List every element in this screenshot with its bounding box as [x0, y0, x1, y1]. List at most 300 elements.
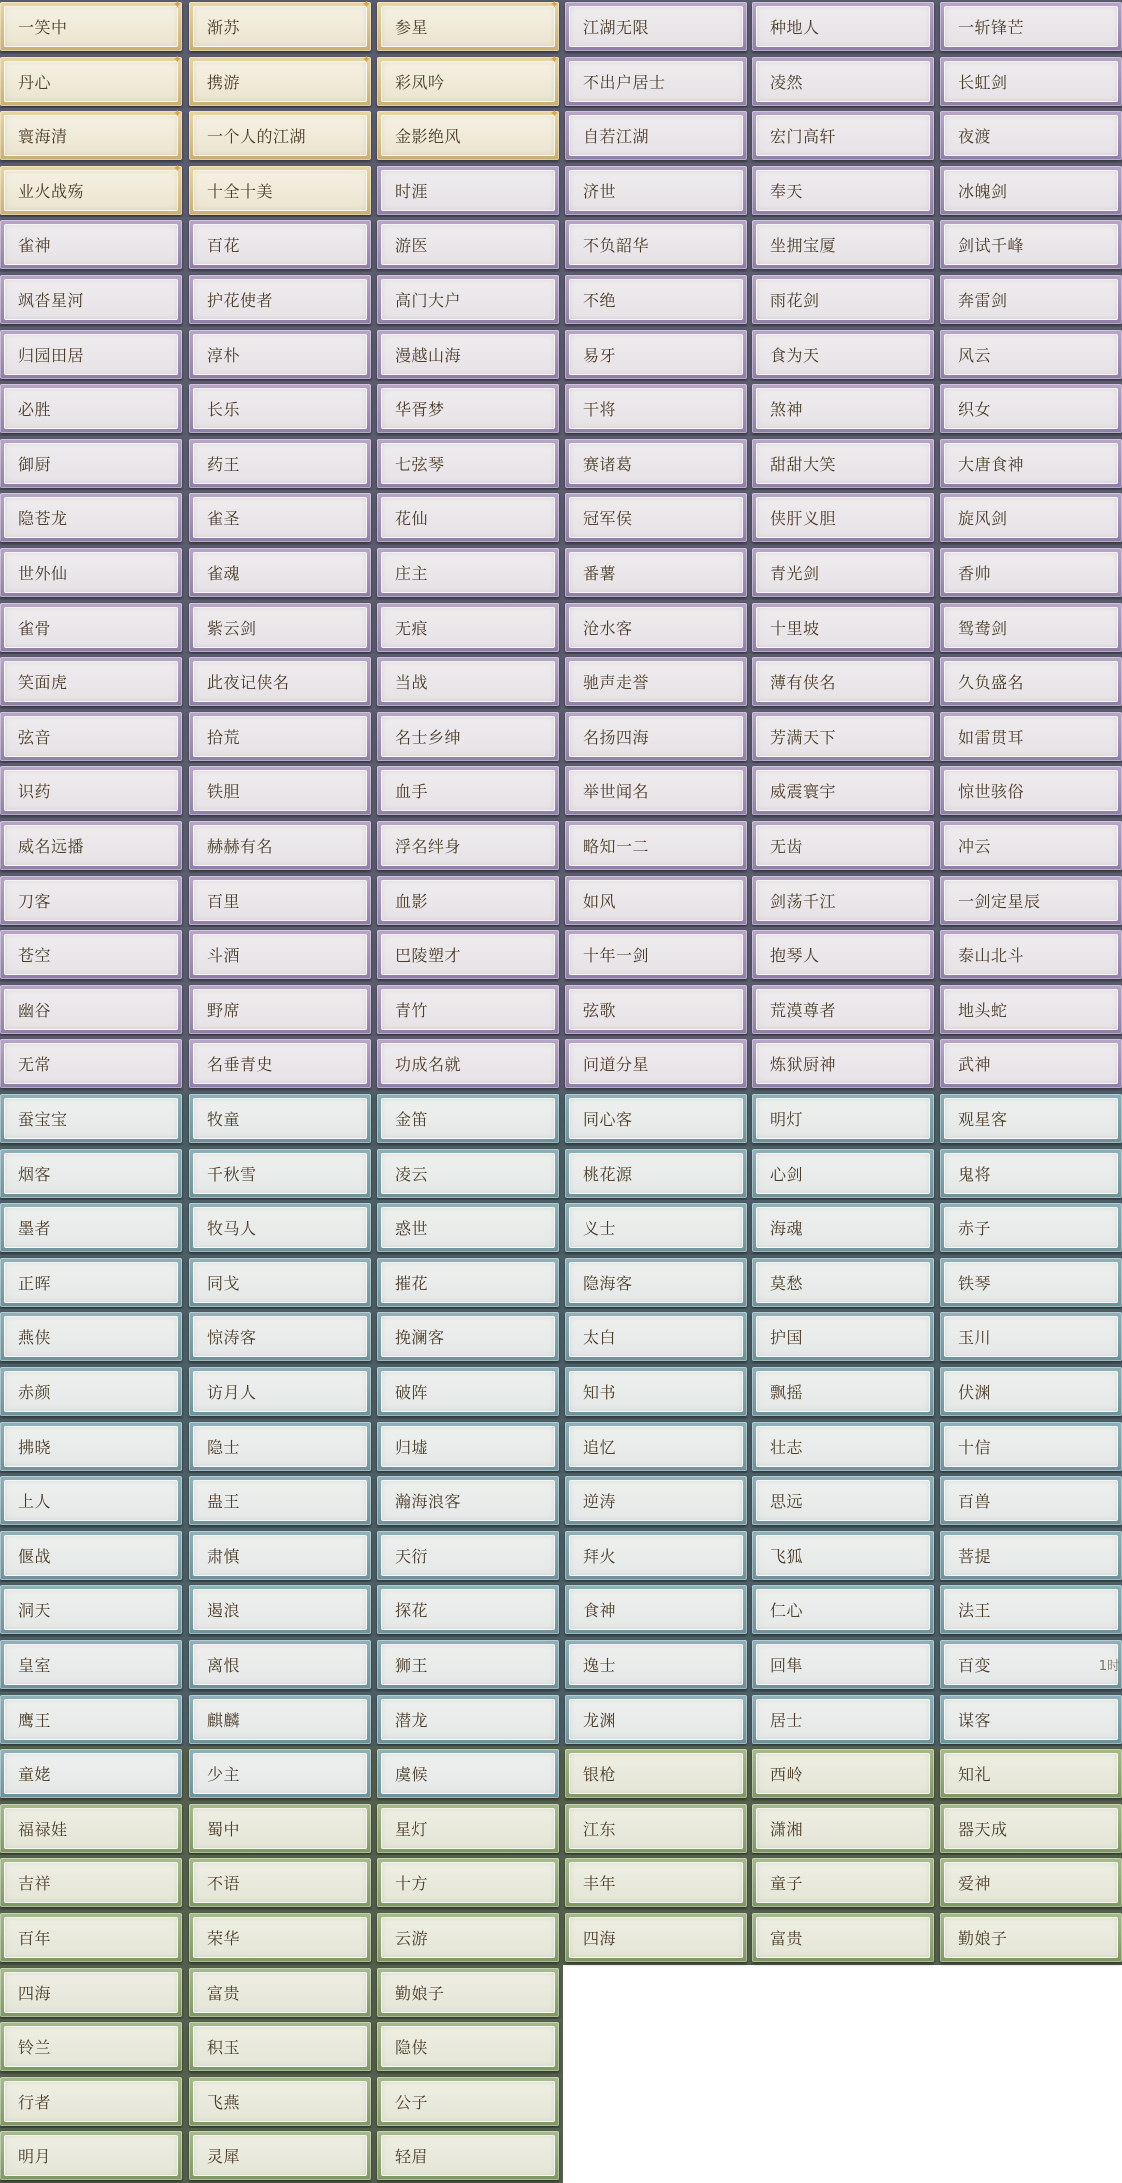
title-tile[interactable] [565, 1804, 747, 1853]
title-tile[interactable] [189, 1367, 371, 1416]
title-tile[interactable] [189, 2077, 371, 2126]
title-tile[interactable] [0, 493, 182, 542]
tile-label: 浮名绊身 [395, 837, 462, 856]
title-tile[interactable] [377, 1039, 559, 1088]
title-tile[interactable] [377, 1640, 559, 1689]
tile-label: 莫愁 [770, 1274, 804, 1293]
title-tile[interactable] [189, 275, 371, 324]
title-tile[interactable] [0, 384, 182, 433]
title-tile[interactable] [377, 1203, 559, 1252]
tile-label: 千秋雪 [207, 1165, 257, 1184]
title-tile[interactable] [377, 166, 559, 215]
title-tile[interactable] [565, 876, 747, 925]
tile-label: 凌然 [770, 73, 804, 92]
title-tile[interactable] [752, 166, 934, 215]
tile-label: 冰魄剑 [958, 182, 1008, 201]
title-tile[interactable] [565, 1258, 747, 1307]
title-tile[interactable] [189, 548, 371, 597]
title-tile[interactable] [752, 1913, 934, 1962]
tile-label: 雀神 [18, 236, 52, 255]
tile-label: 明灯 [770, 1110, 804, 1129]
tile-label: 香帅 [958, 564, 992, 583]
title-tile[interactable] [189, 1422, 371, 1471]
title-tile[interactable] [940, 1476, 1122, 1525]
title-tile[interactable] [0, 1203, 182, 1252]
tile-label: 久负盛名 [958, 673, 1025, 692]
title-tile[interactable] [940, 1094, 1122, 1143]
tile-label: 惊涛客 [207, 1328, 257, 1347]
title-tile[interactable] [752, 1531, 934, 1580]
title-tile[interactable] [377, 330, 559, 379]
tile-label: 游医 [395, 236, 429, 255]
title-tile[interactable] [377, 1367, 559, 1416]
title-tile[interactable] [189, 712, 371, 761]
tile-label: 威震寰宇 [770, 782, 837, 801]
tile-label: 泰山北斗 [958, 946, 1025, 965]
title-tile[interactable] [565, 1585, 747, 1634]
title-tile[interactable] [189, 657, 371, 706]
tile-label: 旋风剑 [958, 509, 1008, 528]
tile-label: 西岭 [770, 1765, 804, 1784]
title-tile[interactable] [752, 330, 934, 379]
title-tile[interactable] [377, 2, 559, 51]
title-tile[interactable] [940, 1312, 1122, 1361]
title-tile[interactable] [189, 985, 371, 1034]
time-note: 1时 [1098, 1659, 1120, 1674]
title-tile[interactable] [752, 493, 934, 542]
title-tile[interactable] [565, 111, 747, 160]
title-tile[interactable] [565, 166, 747, 215]
tile-label: 药王 [207, 455, 241, 474]
tile-label: 寰海清 [18, 127, 68, 146]
title-tile[interactable] [752, 985, 934, 1034]
tile-label: 破阵 [395, 1383, 429, 1402]
tile-label: 威名远播 [18, 837, 85, 856]
title-tile[interactable] [0, 1640, 182, 1689]
title-tile[interactable] [0, 1476, 182, 1525]
title-tile[interactable] [565, 275, 747, 324]
title-tile[interactable] [0, 2131, 182, 2180]
tile-label: 皇室 [18, 1656, 52, 1675]
tile-label: 童姥 [18, 1765, 52, 1784]
title-tile[interactable] [189, 2, 371, 51]
title-tile[interactable] [377, 439, 559, 488]
title-tile[interactable] [189, 1968, 371, 2017]
title-tile[interactable] [189, 1149, 371, 1198]
tile-label: 百里 [207, 892, 241, 911]
title-tile[interactable] [940, 439, 1122, 488]
title-tile[interactable] [189, 2022, 371, 2071]
title-tile[interactable] [377, 657, 559, 706]
title-tile[interactable] [189, 2131, 371, 2180]
title-tile[interactable] [565, 1913, 747, 1962]
tile-label: 赤子 [958, 1219, 992, 1238]
title-tile[interactable] [377, 2022, 559, 2071]
title-tile[interactable] [189, 930, 371, 979]
title-tile[interactable] [377, 384, 559, 433]
title-tile[interactable] [940, 1422, 1122, 1471]
tile-label: 护国 [770, 1328, 804, 1347]
title-tile[interactable] [752, 821, 934, 870]
title-tile[interactable] [0, 930, 182, 979]
title-tile[interactable] [940, 1749, 1122, 1798]
title-tile[interactable] [377, 275, 559, 324]
title-tile[interactable] [189, 384, 371, 433]
title-tile[interactable] [940, 985, 1122, 1034]
title-tile[interactable] [377, 1531, 559, 1580]
title-tile[interactable] [0, 712, 182, 761]
title-tile[interactable] [565, 1749, 747, 1798]
title-tile[interactable] [0, 1039, 182, 1088]
title-tile[interactable] [377, 876, 559, 925]
title-tile[interactable] [377, 1913, 559, 1962]
title-tile[interactable] [377, 1968, 559, 2017]
title-tile[interactable] [189, 1913, 371, 1962]
title-tile[interactable] [565, 985, 747, 1034]
title-tile[interactable] [565, 439, 747, 488]
title-tile[interactable] [0, 1422, 182, 1471]
tile-label: 一剑定星辰 [958, 892, 1041, 911]
title-tile[interactable] [189, 1039, 371, 1088]
title-tile[interactable] [0, 766, 182, 815]
title-tile[interactable] [189, 1640, 371, 1689]
tile-label: 此夜记侠名 [207, 673, 290, 692]
title-tile[interactable] [940, 111, 1122, 160]
title-tile[interactable] [940, 712, 1122, 761]
title-tile[interactable] [0, 821, 182, 870]
title-tile[interactable] [377, 603, 559, 652]
title-tile[interactable] [565, 821, 747, 870]
title-tile[interactable] [940, 57, 1122, 106]
tile-label: 弦歌 [583, 1001, 617, 1020]
title-tile[interactable] [377, 930, 559, 979]
tile-label: 十年一剑 [583, 946, 650, 965]
tile-label: 业火战殇 [18, 182, 85, 201]
title-tile[interactable] [377, 1858, 559, 1907]
title-tile[interactable] [752, 1585, 934, 1634]
title-tile[interactable] [0, 330, 182, 379]
title-tile[interactable] [565, 1149, 747, 1198]
title-tile[interactable] [377, 107, 559, 160]
title-tile[interactable] [752, 2, 934, 51]
tile-label: 蛊王 [207, 1492, 241, 1511]
title-tile[interactable] [189, 166, 371, 215]
tile-label: 铃兰 [18, 2038, 52, 2057]
title-tile[interactable] [752, 384, 934, 433]
title-tile[interactable] [377, 548, 559, 597]
title-tile[interactable] [0, 1258, 182, 1307]
tile-label: 夜渡 [958, 127, 992, 146]
tile-label: 正晖 [18, 1274, 52, 1293]
title-tile[interactable] [940, 220, 1122, 269]
title-tile[interactable] [0, 548, 182, 597]
title-tile[interactable] [565, 1695, 747, 1744]
title-tile[interactable] [377, 1749, 559, 1798]
title-tile[interactable] [565, 603, 747, 652]
title-tile[interactable] [752, 1749, 934, 1798]
title-tile[interactable] [940, 1367, 1122, 1416]
tile-label: 一个人的江湖 [207, 127, 307, 146]
title-tile[interactable] [377, 493, 559, 542]
title-tile[interactable] [189, 603, 371, 652]
tile-label: 血影 [395, 892, 429, 911]
tile-label: 蚕宝宝 [18, 1110, 68, 1129]
title-tile[interactable] [940, 821, 1122, 870]
tile-label: 荣华 [207, 1929, 241, 1948]
title-tile[interactable] [752, 1203, 934, 1252]
title-tile[interactable] [189, 1858, 371, 1907]
title-tile[interactable] [752, 657, 934, 706]
title-tile[interactable] [752, 1312, 934, 1361]
tile-label: 四海 [583, 1929, 617, 1948]
title-tile[interactable] [565, 1203, 747, 1252]
tile-label: 同心客 [583, 1110, 633, 1129]
title-tile[interactable] [752, 1858, 934, 1907]
tile-label: 追忆 [583, 1438, 617, 1457]
tile-label: 飒沓星河 [18, 291, 85, 310]
title-tile[interactable] [0, 603, 182, 652]
title-tile[interactable] [189, 1476, 371, 1525]
title-tile[interactable] [940, 1913, 1122, 1962]
title-tile[interactable] [189, 1312, 371, 1361]
title-tile[interactable] [940, 930, 1122, 979]
tile-label: 渐苏 [207, 18, 241, 37]
title-tile[interactable] [377, 1476, 559, 1525]
title-tile[interactable] [0, 1149, 182, 1198]
tile-label: 世外仙 [18, 564, 68, 583]
title-tile[interactable] [0, 107, 182, 160]
title-tile[interactable] [752, 1149, 934, 1198]
title-tile[interactable] [189, 330, 371, 379]
title-tile[interactable] [189, 1695, 371, 1744]
title-tile[interactable] [752, 1640, 934, 1689]
title-tile[interactable] [752, 57, 934, 106]
title-tile[interactable] [565, 1422, 747, 1471]
title-tile[interactable] [189, 821, 371, 870]
title-tile[interactable] [0, 1585, 182, 1634]
title-tile[interactable] [940, 1695, 1122, 1744]
title-tile[interactable] [940, 2, 1122, 51]
tile-label: 如风 [583, 892, 617, 911]
tile-label: 拜火 [583, 1547, 617, 1566]
title-tile[interactable] [0, 220, 182, 269]
title-tile[interactable] [752, 1367, 934, 1416]
title-tile[interactable] [0, 1312, 182, 1361]
title-tile[interactable] [377, 1804, 559, 1853]
title-tile[interactable] [752, 1258, 934, 1307]
title-tile[interactable] [940, 330, 1122, 379]
title-tile[interactable] [565, 1312, 747, 1361]
tile-label: 十方 [395, 1874, 429, 1893]
title-tile[interactable] [0, 275, 182, 324]
tile-label: 思远 [770, 1492, 804, 1511]
title-tile[interactable] [189, 439, 371, 488]
title-tile[interactable] [0, 985, 182, 1034]
title-tile[interactable] [940, 1531, 1122, 1580]
tile-label: 青光剑 [770, 564, 820, 583]
tile-label: 驰声走誉 [583, 673, 650, 692]
title-tile[interactable] [940, 876, 1122, 925]
title-tile[interactable] [752, 766, 934, 815]
tile-label: 紫云剑 [207, 619, 257, 638]
title-tile[interactable] [565, 493, 747, 542]
title-tile[interactable] [0, 2077, 182, 2126]
title-tile[interactable] [377, 1258, 559, 1307]
title-tile[interactable] [752, 111, 934, 160]
tile-label: 雀魂 [207, 564, 241, 583]
title-tile[interactable] [377, 2131, 559, 2180]
title-tile[interactable] [377, 1312, 559, 1361]
title-tile[interactable] [189, 1094, 371, 1143]
title-tile[interactable] [0, 876, 182, 925]
title-tile[interactable] [377, 1149, 559, 1198]
tile-label: 七弦琴 [395, 455, 445, 474]
title-tile[interactable] [752, 439, 934, 488]
title-tile[interactable] [752, 220, 934, 269]
title-tile[interactable] [940, 1258, 1122, 1307]
title-tile[interactable] [0, 439, 182, 488]
title-tile[interactable] [189, 493, 371, 542]
title-tile[interactable] [940, 1585, 1122, 1634]
tile-label: 伏渊 [958, 1383, 992, 1402]
title-tile[interactable] [940, 1858, 1122, 1907]
title-tile[interactable] [565, 1531, 747, 1580]
title-tile[interactable] [189, 111, 371, 160]
title-tile[interactable] [377, 712, 559, 761]
title-tile[interactable] [752, 1804, 934, 1853]
title-tile[interactable] [565, 548, 747, 597]
title-tile[interactable] [940, 275, 1122, 324]
title-tile[interactable] [377, 1695, 559, 1744]
title-tile[interactable] [565, 1094, 747, 1143]
title-tile[interactable] [752, 1039, 934, 1088]
tile-label: 种地人 [770, 18, 820, 37]
title-tile[interactable] [565, 1858, 747, 1907]
tile-label: 济世 [583, 182, 617, 201]
title-tile[interactable] [189, 1531, 371, 1580]
title-tile[interactable] [940, 1203, 1122, 1252]
title-tile[interactable] [0, 1367, 182, 1416]
title-tile[interactable] [0, 1968, 182, 2017]
tile-label: 丰年 [583, 1874, 617, 1893]
title-tile[interactable] [189, 1804, 371, 1853]
tile-label: 少主 [207, 1765, 241, 1784]
title-tile[interactable] [189, 766, 371, 815]
title-tile[interactable] [0, 1858, 182, 1907]
title-tile[interactable] [565, 1476, 747, 1525]
title-tile[interactable] [0, 1913, 182, 1962]
tile-label: 凌云 [395, 1165, 429, 1184]
title-tile[interactable] [0, 53, 182, 106]
title-tile[interactable] [377, 766, 559, 815]
tile-label: 漫越山海 [395, 346, 462, 365]
tile-label: 青竹 [395, 1001, 429, 1020]
title-tile[interactable] [189, 1203, 371, 1252]
tile-label: 识药 [18, 782, 52, 801]
title-tile[interactable] [565, 1640, 747, 1689]
title-tile[interactable] [189, 876, 371, 925]
title-tile[interactable] [0, 2, 182, 51]
title-tile[interactable] [0, 162, 182, 215]
tile-label: 福禄娃 [18, 1820, 68, 1839]
title-tile[interactable] [565, 766, 747, 815]
title-tile[interactable] [752, 1695, 934, 1744]
title-tile[interactable] [752, 1094, 934, 1143]
title-tile[interactable] [0, 1749, 182, 1798]
title-tile[interactable] [565, 712, 747, 761]
title-tile[interactable] [0, 2022, 182, 2071]
title-tile[interactable] [0, 1094, 182, 1143]
title-tile[interactable] [752, 930, 934, 979]
tile-label: 四海 [18, 1984, 52, 2003]
tile-label: 云游 [395, 1929, 429, 1948]
tile-label: 斗酒 [207, 946, 241, 965]
title-tile[interactable] [0, 1695, 182, 1744]
title-tile[interactable] [565, 1367, 747, 1416]
title-tile[interactable] [940, 766, 1122, 815]
title-tile[interactable] [189, 220, 371, 269]
title-tile[interactable] [377, 985, 559, 1034]
title-tile[interactable] [377, 1585, 559, 1634]
title-tile[interactable] [565, 384, 747, 433]
title-tile[interactable] [940, 1640, 1122, 1689]
title-tile[interactable] [752, 1422, 934, 1471]
title-tile[interactable] [0, 1531, 182, 1580]
title-tile[interactable] [565, 220, 747, 269]
title-tile[interactable] [377, 1422, 559, 1471]
tile-label: 探花 [395, 1601, 429, 1620]
tile-label: 狮王 [395, 1656, 429, 1675]
title-tile[interactable] [565, 1039, 747, 1088]
title-tile[interactable] [752, 876, 934, 925]
title-tile[interactable] [940, 1149, 1122, 1198]
title-tile[interactable] [940, 603, 1122, 652]
tile-label: 番薯 [583, 564, 617, 583]
title-tile[interactable] [752, 548, 934, 597]
title-tile[interactable] [752, 275, 934, 324]
title-tile[interactable] [940, 657, 1122, 706]
title-tile[interactable] [377, 53, 559, 106]
title-tile[interactable] [189, 53, 371, 106]
title-tile[interactable] [940, 548, 1122, 597]
tile-label: 轻眉 [395, 2147, 429, 2166]
title-tile[interactable] [752, 603, 934, 652]
title-tile[interactable] [940, 1804, 1122, 1853]
tile-label: 归墟 [395, 1438, 429, 1457]
title-tile[interactable] [565, 57, 747, 106]
title-tile[interactable] [940, 1039, 1122, 1088]
title-tile[interactable] [565, 2, 747, 51]
tile-label: 名扬四海 [583, 728, 650, 747]
title-tile[interactable] [189, 1258, 371, 1307]
title-tile[interactable] [377, 2077, 559, 2126]
title-tile[interactable] [940, 384, 1122, 433]
title-tile[interactable] [189, 1585, 371, 1634]
title-tile[interactable] [752, 1476, 934, 1525]
title-tile[interactable] [565, 657, 747, 706]
title-tile[interactable] [189, 1749, 371, 1798]
title-tile[interactable] [565, 930, 747, 979]
title-tile[interactable] [940, 166, 1122, 215]
title-tile[interactable] [0, 1804, 182, 1853]
title-tile[interactable] [752, 712, 934, 761]
title-tile[interactable] [377, 1094, 559, 1143]
title-tile[interactable] [0, 657, 182, 706]
title-tile[interactable] [565, 330, 747, 379]
title-tile[interactable] [377, 220, 559, 269]
title-tile[interactable] [940, 493, 1122, 542]
title-tile[interactable] [377, 821, 559, 870]
